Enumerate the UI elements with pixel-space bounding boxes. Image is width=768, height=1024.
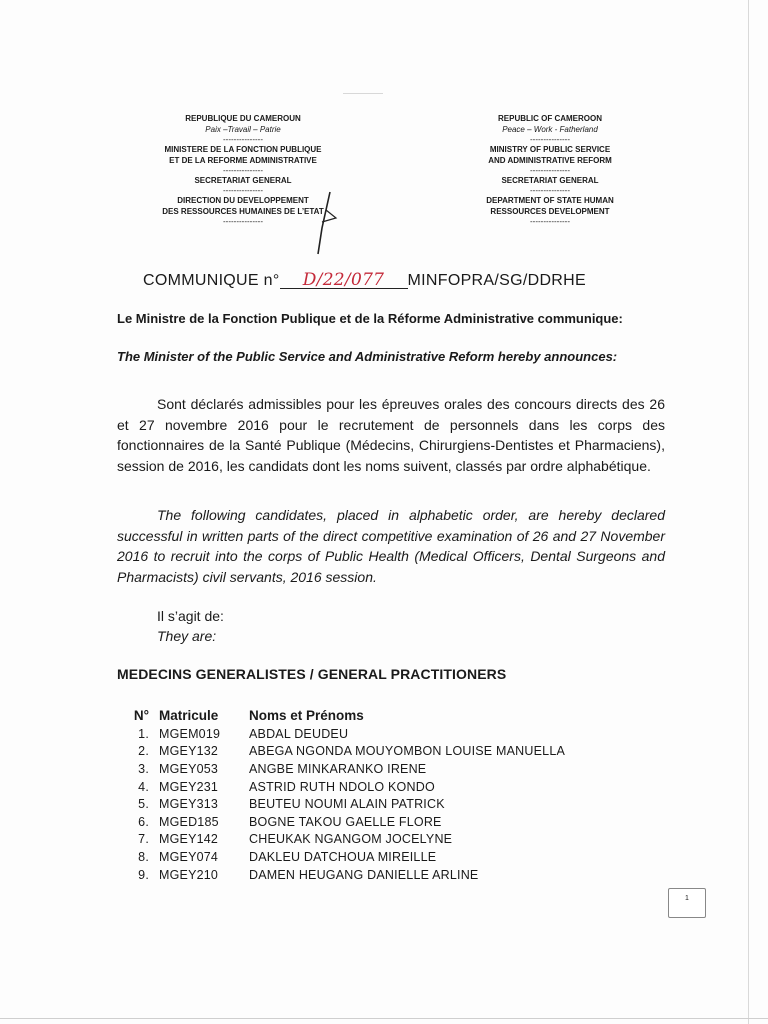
they-are-english: They are: [157, 628, 217, 644]
row-no: 3. [138, 761, 149, 776]
row-no: 1. [138, 726, 149, 741]
intro-english: The Minister of the Public Service and Administrative Reform hereby announces: [117, 349, 618, 364]
page-number-box [668, 888, 706, 918]
table-row [113, 760, 629, 778]
row-no: 7. [138, 832, 149, 847]
table-row [113, 848, 629, 866]
row-no: 4. [138, 779, 149, 794]
row-no: 8. [138, 849, 149, 864]
separator: --------------- [530, 166, 570, 175]
row-matricule: MGEY142 [159, 832, 219, 847]
they-are-french: Il s’agit de: [157, 608, 224, 624]
table-row [113, 813, 629, 831]
body-english [117, 505, 665, 587]
country-fr: REPUBLIQUE DU CAMEROUN [185, 114, 301, 123]
row-matricule: MGEY210 [159, 867, 219, 882]
separator: --------------- [223, 166, 263, 175]
table-row [113, 778, 629, 796]
table-row [113, 725, 629, 743]
secretariat-fr: SECRETARIAT GENERAL [194, 176, 292, 185]
communique-prefix: COMMUNIQUE n° [143, 272, 280, 289]
body-english-text: The following candidates, placed in alphabetic order, are hereby declared successful in written parts of the direct competitive examination of 26 and 27 November 2016 to recruit into the corps of Public Health (Medical Officers, Dental Surgeons and Pharmacists) civil servants, 2016 session. [117, 507, 665, 585]
row-no: 9. [138, 867, 149, 882]
scan-mark [343, 93, 383, 94]
ministry-fr-line2: ET DE LA REFORME ADMINISTRATIVE [169, 156, 317, 165]
header-right [460, 113, 640, 226]
separator: --------------- [223, 217, 263, 226]
table-row [113, 795, 629, 813]
ministry-en-line1: MINISTRY OF PUBLIC SERVICE [489, 145, 611, 154]
row-name: DAMEN HEUGANG DANIELLE ARLINE [249, 867, 479, 882]
row-name: ASTRID RUTH NDOLO KONDO [249, 779, 435, 794]
header-no: N° [133, 707, 149, 723]
row-no: 6. [138, 814, 149, 829]
header-matricule: Matricule [159, 707, 219, 723]
separator: --------------- [223, 186, 263, 195]
page-number: 1 [685, 895, 689, 902]
row-name: BOGNE TAKOU GAELLE FLORE [249, 814, 442, 829]
communique-number: D/22/077 [280, 272, 408, 289]
separator: --------------- [223, 135, 263, 144]
table-row [113, 866, 629, 884]
motto-fr: Paix –Travail – Patrie [205, 125, 281, 134]
body-french-text: Sont déclarés admissibles pour les épreuves orales des concours directs des 26 et 27 novembre 2016 pour le recrutement de personnels dans les corps des fonctionnaires de la Santé Publique (Médecins, Chirurgiens-Dentistes et Pharmaciens), session de 2016, les candidats dont les noms suivent, classés par ordre alphabétique. [117, 396, 665, 474]
department-en-line1: DEPARTMENT OF STATE HUMAN [486, 196, 614, 205]
row-matricule: MGEY132 [159, 744, 219, 759]
separator: --------------- [530, 186, 570, 195]
row-matricule: MGEM019 [159, 726, 221, 741]
row-name: CHEUKAK NGANGOM JOCELYNE [249, 832, 453, 847]
communique-line [143, 272, 586, 290]
row-matricule: MGEY074 [159, 849, 219, 864]
table-row [113, 831, 629, 849]
body-french [117, 394, 665, 476]
page-edge [748, 0, 749, 1024]
page-bottom-edge [0, 1018, 768, 1019]
signature-stroke [300, 188, 350, 260]
intro-french: Le Ministre de la Fonction Publique et de la Réforme Administrative communique: [117, 311, 623, 326]
row-name: BEUTEU NOUMI ALAIN PATRICK [249, 797, 445, 812]
row-name: ABEGA NGONDA MOUYOMBON LOUISE MANUELLA [249, 744, 566, 759]
country-en: REPUBLIC OF CAMEROON [498, 114, 602, 123]
ministry-en-line2: AND ADMINISTRATIVE REFORM [488, 156, 612, 165]
communique-suffix: MINFOPRA/SG/DDRHE [407, 272, 586, 289]
direction-fr-line1: DIRECTION DU DEVELOPPEMENT [177, 196, 309, 205]
separator: --------------- [530, 135, 570, 144]
table-row [113, 743, 629, 761]
row-name: ANGBE MINKARANKO IRENE [249, 761, 427, 776]
row-no: 2. [138, 744, 149, 759]
row-matricule: MGED185 [159, 814, 219, 829]
row-name: ABDAL DEUDEU [249, 726, 349, 741]
section-title: MEDECINS GENERALISTES / GENERAL PRACTITIONERS [117, 666, 507, 682]
motto-en: Peace – Work - Fatherland [502, 125, 598, 134]
ministry-fr-line1: MINISTERE DE LA FONCTION PUBLIQUE [164, 145, 322, 154]
row-name: DAKLEU DATCHOUA MIREILLE [249, 849, 437, 864]
secretariat-en: SECRETARIAT GENERAL [501, 176, 599, 185]
row-matricule: MGEY053 [159, 761, 219, 776]
they-are-block [157, 606, 357, 646]
direction-fr-line2: DES RESSOURCES HUMAINES DE L’ETAT [162, 207, 324, 216]
separator: --------------- [530, 217, 570, 226]
row-no: 5. [138, 797, 149, 812]
table-header-row [113, 705, 629, 725]
row-matricule: MGEY231 [159, 779, 219, 794]
header-name: Noms et Prénoms [249, 707, 364, 723]
department-en-line2: RESSOURCES DEVELOPMENT [490, 207, 610, 216]
candidate-table [113, 705, 629, 883]
row-matricule: MGEY313 [159, 797, 219, 812]
